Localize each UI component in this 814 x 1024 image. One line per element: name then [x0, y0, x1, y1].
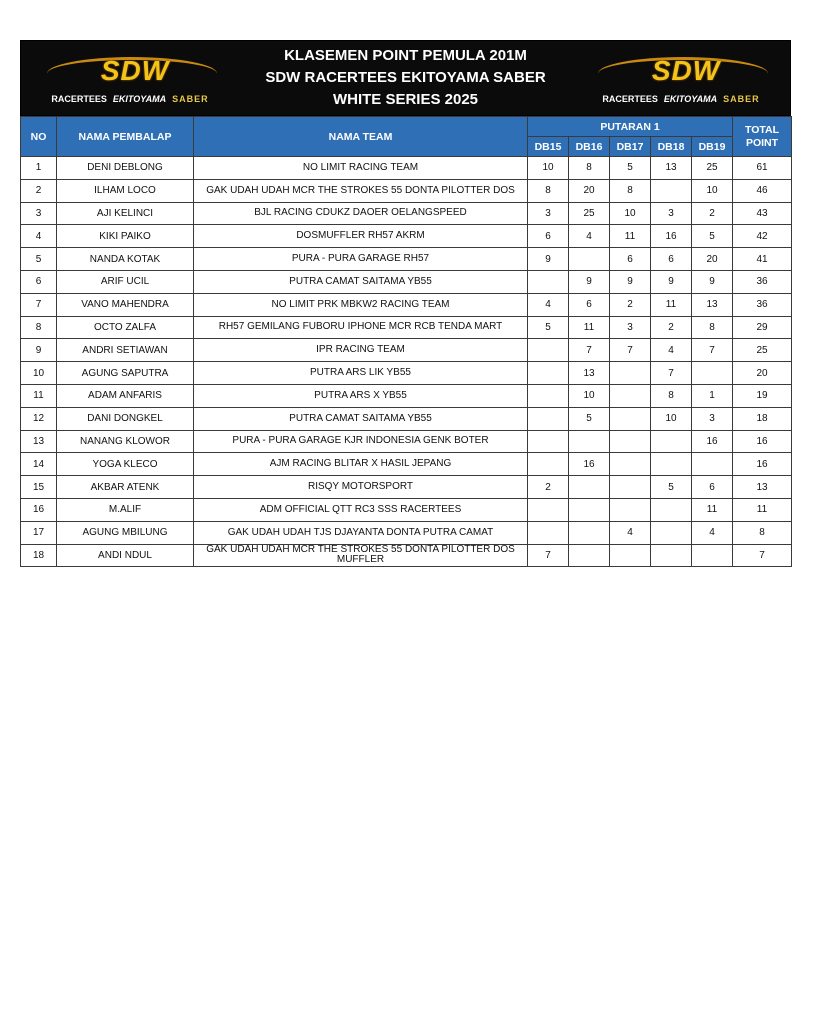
- col-header-db19: DB19: [692, 137, 733, 157]
- table-row: [21, 157, 792, 180]
- cell-round-points: 5: [651, 476, 692, 499]
- cell-total: 16: [733, 453, 792, 476]
- cell-round-points: 2: [528, 476, 569, 499]
- cell-round-points: [651, 521, 692, 544]
- cell-no: 4: [21, 225, 57, 248]
- cell-round-points: [651, 544, 692, 567]
- cell-team: PUTRA CAMAT SAITAMA YB55: [194, 407, 528, 430]
- cell-rider: AJI KELINCI: [57, 202, 194, 225]
- cell-round-points: [528, 270, 569, 293]
- cell-round-points: 2: [692, 202, 733, 225]
- cell-round-points: 8: [651, 384, 692, 407]
- cell-round-points: [569, 476, 610, 499]
- table-header: [21, 117, 792, 157]
- cell-round-points: [569, 544, 610, 567]
- cell-total: 8: [733, 521, 792, 544]
- sponsor-saber: SABER: [172, 94, 209, 104]
- cell-round-points: 11: [610, 225, 651, 248]
- cell-round-points: [610, 498, 651, 521]
- cell-no: 3: [21, 202, 57, 225]
- cell-round-points: 5: [692, 225, 733, 248]
- cell-round-points: 4: [610, 521, 651, 544]
- cell-total: 13: [733, 476, 792, 499]
- cell-round-points: 25: [569, 202, 610, 225]
- cell-team: GAK UDAH UDAH MCR THE STROKES 55 DONTA PILOTTER DOS MUFFLER: [194, 544, 528, 567]
- cell-total: 36: [733, 270, 792, 293]
- cell-round-points: 8: [528, 179, 569, 202]
- table-row: [21, 270, 792, 293]
- sponsor-ekitoyama: EKITOYAMA: [112, 94, 167, 104]
- cell-round-points: 9: [569, 270, 610, 293]
- cell-round-points: [610, 407, 651, 430]
- table-row: [21, 476, 792, 499]
- table-row: [21, 362, 792, 385]
- logo-sponsors: [592, 91, 770, 107]
- cell-round-points: 10: [692, 179, 733, 202]
- col-header-db15: DB15: [528, 137, 569, 157]
- cell-round-points: 9: [610, 270, 651, 293]
- cell-round-points: 4: [651, 339, 692, 362]
- cell-rider: ADAM ANFARIS: [57, 384, 194, 407]
- cell-no: 17: [21, 521, 57, 544]
- cell-round-points: 5: [528, 316, 569, 339]
- col-header-total: TOTAL POINT: [733, 117, 792, 157]
- cell-total: 36: [733, 293, 792, 316]
- cell-team: PUTRA ARS X YB55: [194, 384, 528, 407]
- cell-round-points: [610, 384, 651, 407]
- cell-no: 15: [21, 476, 57, 499]
- cell-round-points: 10: [651, 407, 692, 430]
- col-header-round-group: PUTARAN 1: [528, 117, 733, 137]
- cell-round-points: 6: [651, 248, 692, 271]
- cell-no: 7: [21, 293, 57, 316]
- cell-round-points: [528, 498, 569, 521]
- title-line-2: SDW RACERTEES EKITOYAMA SABER: [265, 69, 546, 86]
- cell-rider: ILHAM LOCO: [57, 179, 194, 202]
- table-row: [21, 407, 792, 430]
- sponsor-racertees: RACERTEES: [51, 94, 107, 104]
- cell-round-points: [610, 476, 651, 499]
- cell-round-points: [528, 453, 569, 476]
- cell-team: RH57 GEMILANG FUBORU IPHONE MCR RCB TENDA MART: [194, 316, 528, 339]
- cell-rider: DANI DONGKEL: [57, 407, 194, 430]
- table-row: [21, 202, 792, 225]
- cell-no: 6: [21, 270, 57, 293]
- cell-team: IPR RACING TEAM: [194, 339, 528, 362]
- cell-rider: ANDRI SETIAWAN: [57, 339, 194, 362]
- cell-round-points: [692, 453, 733, 476]
- table-row: [21, 498, 792, 521]
- cell-team: PURA - PURA GARAGE KJR INDONESIA GENK BOTER: [194, 430, 528, 453]
- cell-round-points: [692, 362, 733, 385]
- cell-rider: KIKI PAIKO: [57, 225, 194, 248]
- cell-round-points: 3: [651, 202, 692, 225]
- cell-round-points: [610, 362, 651, 385]
- cell-round-points: 3: [528, 202, 569, 225]
- logo-mark: SDW: [100, 55, 170, 86]
- cell-total: 25: [733, 339, 792, 362]
- cell-no: 18: [21, 544, 57, 567]
- cell-round-points: [692, 544, 733, 567]
- col-header-db17: DB17: [610, 137, 651, 157]
- cell-team: NO LIMIT PRK MBKW2 RACING TEAM: [194, 293, 528, 316]
- cell-rider: AKBAR ATENK: [57, 476, 194, 499]
- cell-round-points: [610, 430, 651, 453]
- cell-no: 14: [21, 453, 57, 476]
- col-header-db18: DB18: [651, 137, 692, 157]
- table-row: [21, 384, 792, 407]
- cell-round-points: [528, 384, 569, 407]
- cell-team: ADM OFFICIAL QTT RC3 SSS RACERTEES: [194, 498, 528, 521]
- col-header-db16: DB16: [569, 137, 610, 157]
- col-header-team: NAMA TEAM: [194, 117, 528, 157]
- cell-total: 42: [733, 225, 792, 248]
- cell-round-points: [569, 521, 610, 544]
- cell-round-points: 11: [692, 498, 733, 521]
- cell-total: 20: [733, 362, 792, 385]
- cell-round-points: 4: [569, 225, 610, 248]
- cell-no: 9: [21, 339, 57, 362]
- cell-round-points: 7: [692, 339, 733, 362]
- cell-round-points: 9: [692, 270, 733, 293]
- cell-rider: OCTO ZALFA: [57, 316, 194, 339]
- cell-rider: YOGA KLECO: [57, 453, 194, 476]
- cell-round-points: [528, 521, 569, 544]
- cell-round-points: 10: [569, 384, 610, 407]
- title-banner: [20, 40, 791, 116]
- cell-round-points: [528, 362, 569, 385]
- cell-round-points: 16: [569, 453, 610, 476]
- logo-mark: SDW: [651, 55, 721, 86]
- cell-round-points: 3: [692, 407, 733, 430]
- cell-round-points: [528, 339, 569, 362]
- sponsor-ekitoyama: EKITOYAMA: [663, 94, 718, 104]
- cell-rider: AGUNG SAPUTRA: [57, 362, 194, 385]
- cell-round-points: [651, 498, 692, 521]
- cell-round-points: [610, 544, 651, 567]
- cell-round-points: [569, 248, 610, 271]
- table-row: [21, 179, 792, 202]
- table-row: [21, 430, 792, 453]
- cell-round-points: 11: [651, 293, 692, 316]
- cell-round-points: 5: [569, 407, 610, 430]
- cell-round-points: 13: [692, 293, 733, 316]
- cell-round-points: 20: [692, 248, 733, 271]
- cell-team: GAK UDAH UDAH MCR THE STROKES 55 DONTA PILOTTER DOS: [194, 179, 528, 202]
- cell-round-points: 13: [569, 362, 610, 385]
- cell-no: 12: [21, 407, 57, 430]
- cell-round-points: 8: [569, 157, 610, 180]
- cell-total: 61: [733, 157, 792, 180]
- cell-round-points: 4: [692, 521, 733, 544]
- cell-rider: ARIF UCIL: [57, 270, 194, 293]
- cell-round-points: [651, 453, 692, 476]
- cell-round-points: [610, 453, 651, 476]
- cell-round-points: 25: [692, 157, 733, 180]
- cell-rider: NANDA KOTAK: [57, 248, 194, 271]
- cell-round-points: 6: [692, 476, 733, 499]
- cell-no: 11: [21, 384, 57, 407]
- cell-round-points: [651, 179, 692, 202]
- cell-total: 43: [733, 202, 792, 225]
- cell-round-points: 3: [610, 316, 651, 339]
- table-row: [21, 225, 792, 248]
- cell-rider: DENI DEBLONG: [57, 157, 194, 180]
- cell-rider: VANO MAHENDRA: [57, 293, 194, 316]
- cell-team: PURA - PURA GARAGE RH57: [194, 248, 528, 271]
- cell-no: 1: [21, 157, 57, 180]
- cell-round-points: 10: [610, 202, 651, 225]
- cell-round-points: 1: [692, 384, 733, 407]
- cell-round-points: [569, 430, 610, 453]
- table-row: [21, 248, 792, 271]
- cell-team: BJL RACING CDUKZ DAOER OELANGSPEED: [194, 202, 528, 225]
- table-body: [21, 157, 792, 567]
- cell-no: 13: [21, 430, 57, 453]
- cell-team: RISQY MOTORSPORT: [194, 476, 528, 499]
- cell-total: 19: [733, 384, 792, 407]
- cell-round-points: 11: [569, 316, 610, 339]
- title-line-3: WHITE SERIES 2025: [332, 91, 479, 108]
- cell-round-points: [651, 430, 692, 453]
- table-row: [21, 521, 792, 544]
- cell-round-points: 9: [528, 248, 569, 271]
- cell-round-points: 16: [651, 225, 692, 248]
- table-row: [21, 339, 792, 362]
- cell-team: PUTRA CAMAT SAITAMA YB55: [194, 270, 528, 293]
- cell-round-points: 7: [528, 544, 569, 567]
- cell-total: 29: [733, 316, 792, 339]
- table-row: [21, 453, 792, 476]
- cell-rider: NANANG KLOWOR: [57, 430, 194, 453]
- sponsor-saber: SABER: [723, 94, 760, 104]
- col-header-rider: NAMA PEMBALAP: [57, 117, 194, 157]
- cell-team: PUTRA ARS LIK YB55: [194, 362, 528, 385]
- cell-no: 8: [21, 316, 57, 339]
- cell-round-points: 7: [569, 339, 610, 362]
- cell-round-points: 7: [651, 362, 692, 385]
- cell-rider: ANDI NDUL: [57, 544, 194, 567]
- cell-round-points: [528, 407, 569, 430]
- cell-no: 5: [21, 248, 57, 271]
- cell-total: 7: [733, 544, 792, 567]
- cell-round-points: 7: [610, 339, 651, 362]
- cell-round-points: 6: [528, 225, 569, 248]
- cell-round-points: 9: [651, 270, 692, 293]
- cell-round-points: [569, 498, 610, 521]
- cell-total: 11: [733, 498, 792, 521]
- cell-no: 2: [21, 179, 57, 202]
- cell-round-points: 5: [610, 157, 651, 180]
- cell-round-points: 2: [610, 293, 651, 316]
- cell-team: NO LIMIT RACING TEAM: [194, 157, 528, 180]
- cell-team: DOSMUFFLER RH57 AKRM: [194, 225, 528, 248]
- cell-round-points: 8: [692, 316, 733, 339]
- cell-round-points: 4: [528, 293, 569, 316]
- cell-round-points: 8: [610, 179, 651, 202]
- table-row: [21, 293, 792, 316]
- cell-round-points: 6: [569, 293, 610, 316]
- cell-round-points: 20: [569, 179, 610, 202]
- cell-round-points: [528, 430, 569, 453]
- cell-team: GAK UDAH UDAH TJS DJAYANTA DONTA PUTRA CAMAT: [194, 521, 528, 544]
- standings-table: [20, 116, 792, 567]
- sponsor-racertees: RACERTEES: [602, 94, 658, 104]
- table-row: [21, 316, 792, 339]
- table-row: [21, 544, 792, 567]
- cell-total: 41: [733, 248, 792, 271]
- standings-sheet: [20, 40, 791, 567]
- cell-total: 46: [733, 179, 792, 202]
- cell-round-points: 13: [651, 157, 692, 180]
- cell-round-points: 6: [610, 248, 651, 271]
- cell-no: 10: [21, 362, 57, 385]
- cell-team: AJM RACING BLITAR X HASIL JEPANG: [194, 453, 528, 476]
- sdw-logo-right: [592, 47, 770, 111]
- cell-round-points: 2: [651, 316, 692, 339]
- cell-total: 16: [733, 430, 792, 453]
- cell-no: 16: [21, 498, 57, 521]
- cell-round-points: 10: [528, 157, 569, 180]
- cell-total: 18: [733, 407, 792, 430]
- cell-rider: M.ALIF: [57, 498, 194, 521]
- cell-round-points: 16: [692, 430, 733, 453]
- col-header-no: NO: [21, 117, 57, 157]
- title-line-1: KLASEMEN POINT PEMULA 201M: [284, 47, 527, 64]
- cell-rider: AGUNG MBILUNG: [57, 521, 194, 544]
